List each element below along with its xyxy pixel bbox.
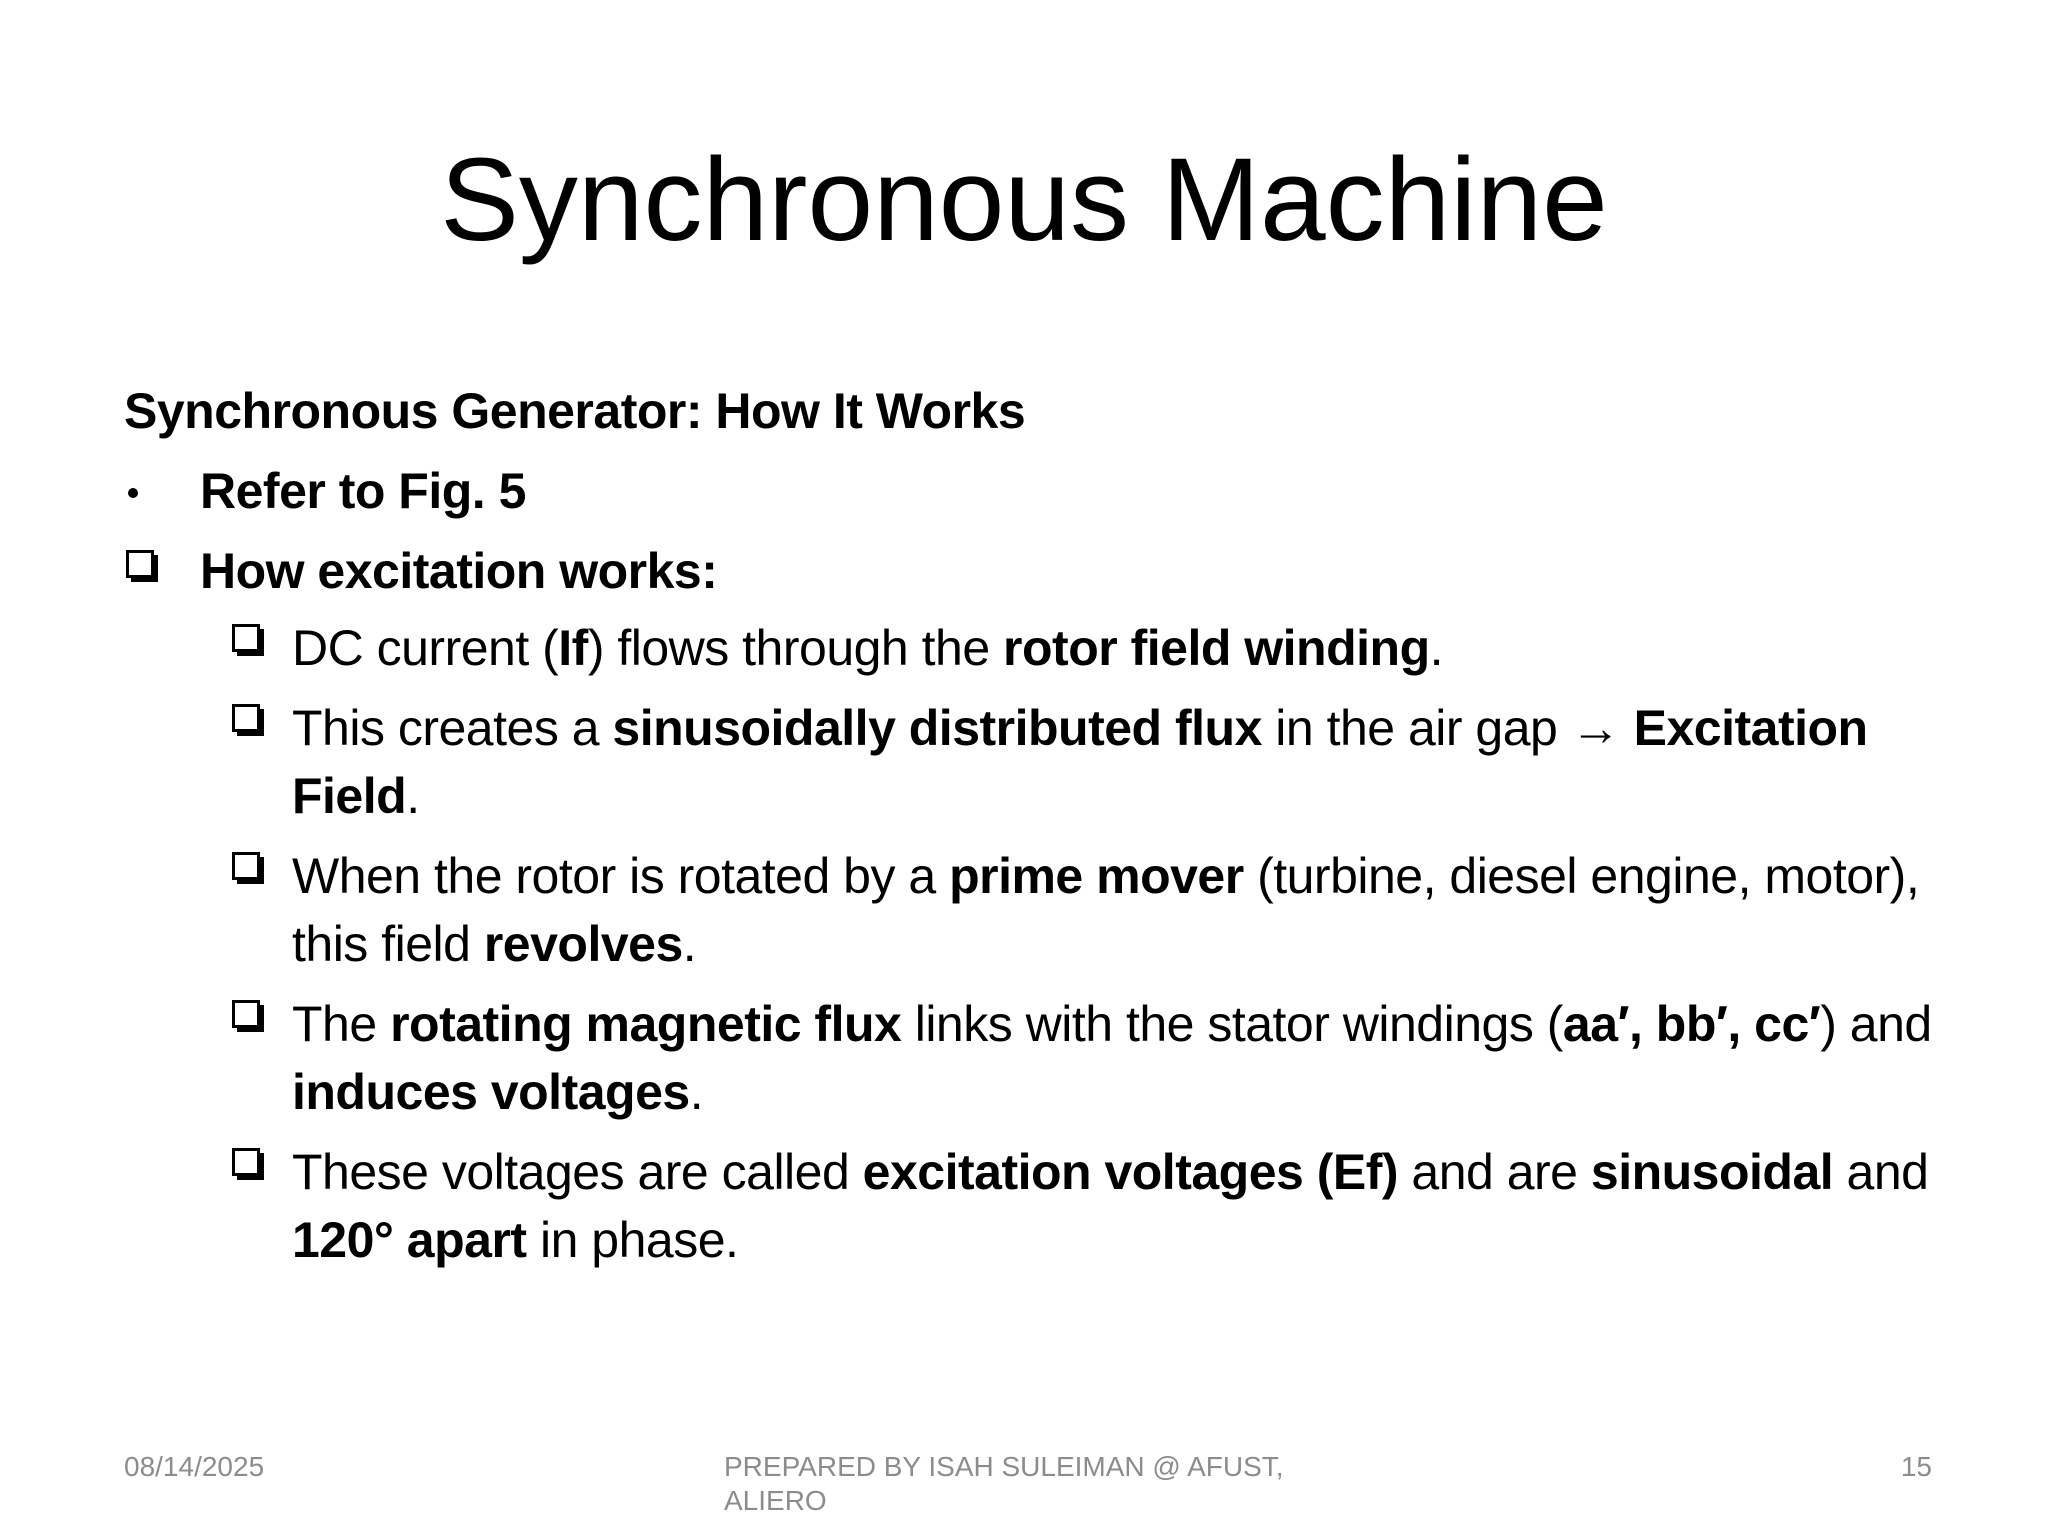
bold-text-run: 120° apart [292,1212,527,1268]
bold-text-run: If [558,620,588,676]
footer-author: PREPARED BY ISAH SULEIMAN @ AFUST, ALIERO [724,1451,1284,1516]
bullet-text: Refer to Fig. 5 [200,463,526,519]
bold-text-run: revolves [483,916,683,972]
text-run: in the air gap → [1261,700,1634,756]
checkbox-bullet-icon [232,624,262,654]
text-run: in phase. [526,1212,739,1268]
text-run: ) flows through the [587,620,1004,676]
checkbox-bullet-icon [232,1000,262,1030]
slide-number: 15 [1900,1451,1932,1482]
sub-bullet-item [124,1138,1944,1274]
text-run: and are [1398,1144,1591,1200]
checkbox-bullet-icon [232,1148,262,1178]
footer-date: 08/14/2025 [124,1451,265,1482]
bold-text-run: rotating magnetic flux [390,996,902,1052]
section-heading: Synchronous Generator: How It Works [124,383,1026,439]
bullet-item [124,460,1944,522]
bold-text-run: sinusoidal [1590,1144,1834,1200]
slide-body [124,380,1944,1274]
bullet-text: How excitation works: [200,543,718,599]
text-run: (turbine, diesel engine, motor), this field [292,848,1920,972]
bold-text-run: prime mover [949,848,1244,904]
checkbox-bullet-icon [126,550,156,580]
bold-text-run: aa′, bb′, cc′ [1562,996,1821,1052]
bold-text-run: sinusoidally distributed flux [612,700,1262,756]
checkbox-bullet-icon [232,704,262,734]
text-run: . [689,1064,704,1120]
text-run: . [406,768,420,824]
checkbox-bullet-item [124,540,1944,602]
bold-text-run: induces voltages [292,1064,690,1120]
text-run: When the rotor is rotated by a [292,848,950,904]
bold-text-run: rotor field winding [1003,620,1430,676]
bold-text-run: Excitation Field [292,700,1868,824]
text-run: . [1429,620,1444,676]
text-run: ) and [1820,996,1932,1052]
text-run: and [1833,1144,1929,1200]
sub-bullet-item [124,990,1944,1126]
text-run: . [682,916,697,972]
sub-bullet-list [124,614,1944,1274]
text-run: links with the stator windings ( [901,996,1563,1052]
text-run: These voltages are called [292,1144,863,1200]
checkbox-bullet-icon [232,852,262,882]
bullet-dot-icon [128,488,138,498]
sub-bullet-item [124,694,1944,830]
slide-title: Synchronous Machine [440,134,1608,266]
sub-bullet-item [124,614,1944,682]
text-run: The [292,996,391,1052]
text-run: DC current ( [292,620,559,676]
text-run: This creates a [292,700,613,756]
bold-text-run: excitation voltages (Ef) [862,1144,1399,1200]
sub-bullet-item [124,842,1944,978]
